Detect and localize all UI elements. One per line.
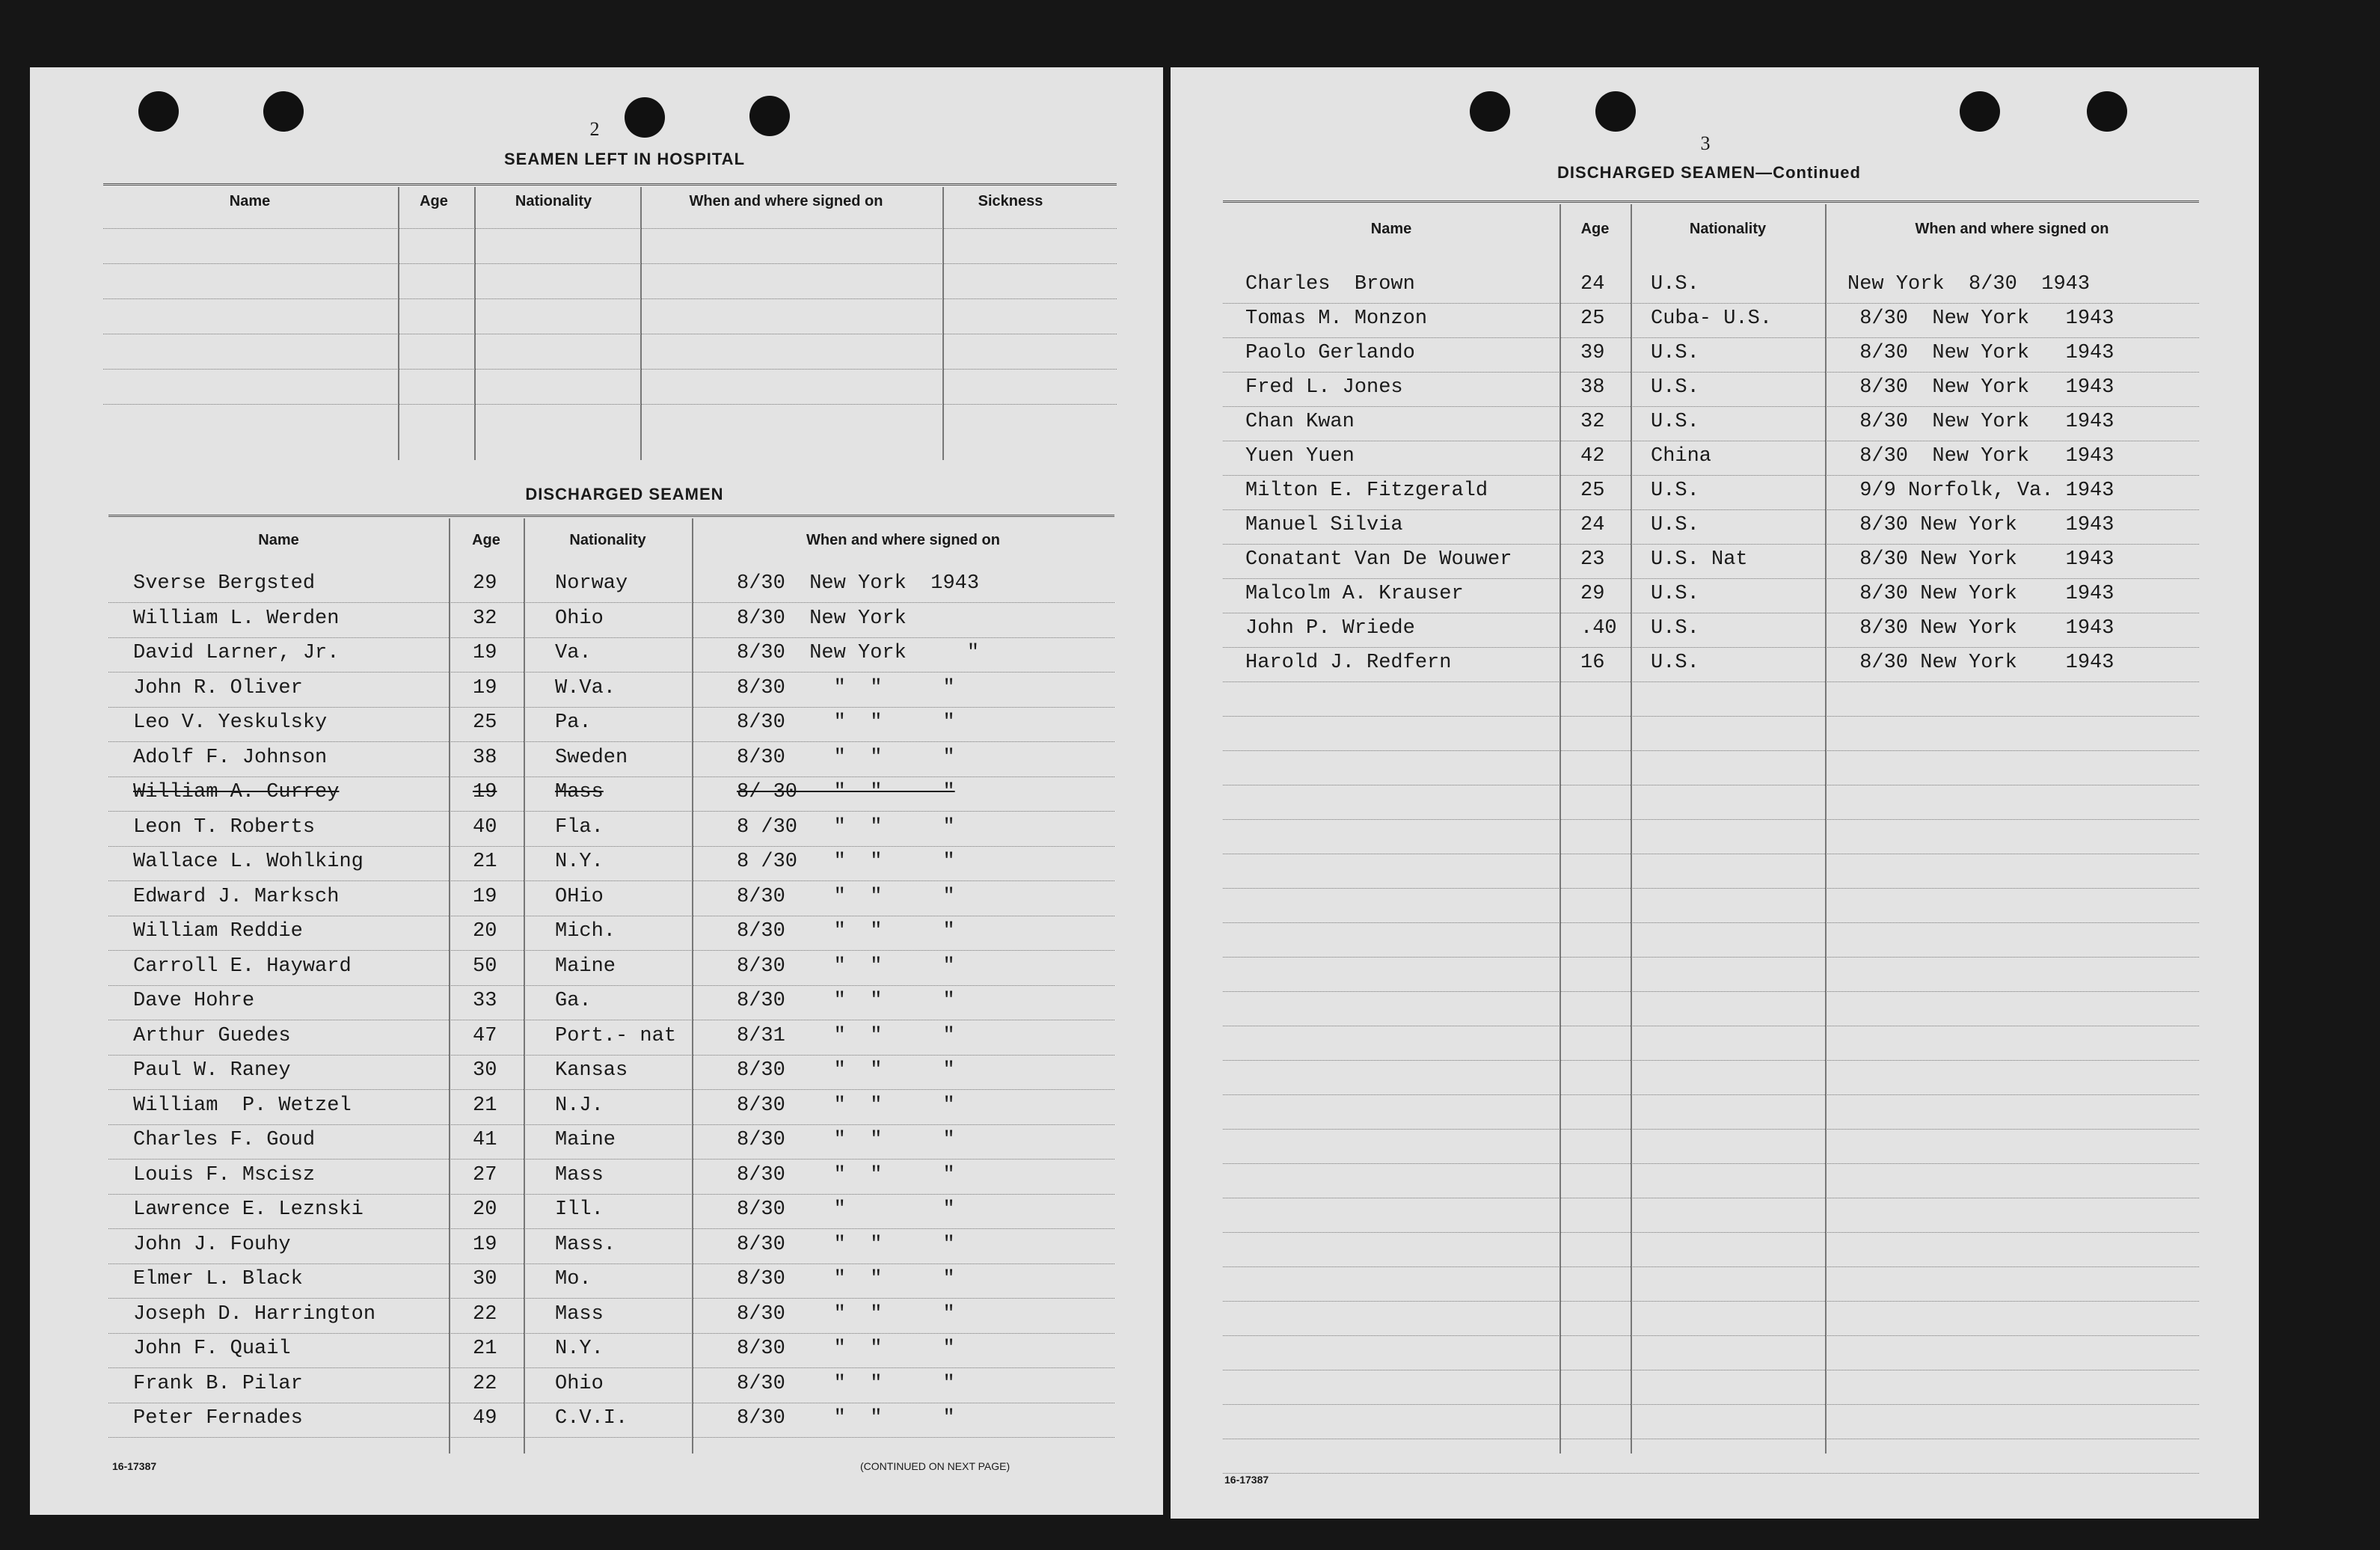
seaman-name: John F. Quail — [133, 1338, 291, 1360]
seaman-age: 25 — [1580, 480, 1605, 502]
seaman-signed-on: 8/30 " " " — [737, 676, 955, 699]
seaman-age: 30 — [473, 1268, 497, 1290]
seaman-signed-on: 9/9 Norfolk, Va. 1943 — [1847, 480, 2114, 502]
hospital-col-header: When and where signed on — [689, 193, 883, 209]
seaman-signed-on: 8/30 " " " — [737, 990, 955, 1012]
seaman-age: 19 — [473, 781, 497, 803]
seaman-signed-on: 8/30 " " " — [737, 1268, 955, 1290]
seaman-age: 24 — [1580, 514, 1605, 536]
seaman-nationality: N.J. — [555, 1094, 604, 1117]
seaman-age: 47 — [473, 1024, 497, 1047]
seaman-age: 38 — [473, 746, 497, 769]
seaman-nationality: N.Y. — [555, 1338, 604, 1360]
seaman-name: Tomas M. Monzon — [1245, 307, 1428, 330]
seaman-name: John J. Fouhy — [133, 1233, 291, 1256]
seaman-age: 22 — [473, 1372, 497, 1395]
seaman-age: 29 — [1580, 583, 1605, 605]
seaman-signed-on: 8/30 " " " — [737, 1059, 955, 1082]
seaman-name: Lawrence E. Leznski — [133, 1198, 364, 1221]
seaman-age: 25 — [1580, 307, 1605, 330]
seaman-name: William A. Currey — [133, 781, 340, 803]
hospital-heading: SEAMEN LEFT IN HOSPITAL — [503, 150, 746, 168]
seaman-age: 41 — [473, 1129, 497, 1151]
seaman-signed-on: 8/30 New York 1943 — [1847, 411, 2114, 433]
seaman-age: 32 — [473, 607, 497, 630]
seaman-signed-on: 8/31 " " " — [737, 1024, 955, 1047]
seaman-nationality: U.S. Nat — [1651, 548, 1748, 571]
seaman-name: Charles Brown — [1245, 273, 1415, 295]
continued-col-header: Name — [1370, 221, 1412, 237]
punch-hole — [749, 96, 790, 136]
seaman-name: Louis F. Mscisz — [133, 1163, 316, 1186]
seaman-name: Leo V. Yeskulsky — [133, 711, 328, 734]
seaman-signed-on: 8/30 " " " — [737, 1407, 955, 1430]
seaman-nationality: N.Y. — [555, 851, 604, 873]
left-page — [30, 67, 1163, 1515]
punch-hole — [1595, 91, 1636, 132]
seaman-name: John R. Oliver — [133, 676, 303, 699]
seaman-nationality: Mich. — [555, 920, 616, 943]
seaman-nationality: Cuba- U.S. — [1651, 307, 1773, 330]
seaman-signed-on: 8 /30 " " " — [737, 851, 955, 873]
seaman-name: William Reddie — [133, 920, 303, 943]
seaman-age: 19 — [473, 642, 497, 664]
discharged-col-header: Name — [258, 532, 299, 548]
seaman-nationality: Ohio — [555, 607, 604, 630]
seaman-name: William P. Wetzel — [133, 1094, 352, 1117]
seaman-age: 49 — [473, 1407, 497, 1430]
seaman-nationality: U.S. — [1651, 480, 1699, 502]
hospital-col-header: Name — [229, 193, 271, 209]
seaman-signed-on: 8/30 New York 1943 — [1847, 548, 2114, 571]
discharged-col-header: Age — [472, 532, 500, 548]
seaman-nationality: Mass. — [555, 1233, 616, 1256]
seaman-nationality: U.S. — [1651, 514, 1699, 536]
seaman-name: Elmer L. Black — [133, 1268, 303, 1290]
seaman-age: 20 — [473, 1198, 497, 1221]
seaman-name: Paolo Gerlando — [1245, 342, 1415, 364]
seaman-nationality: Maine — [555, 955, 616, 978]
seaman-age: 21 — [473, 1094, 497, 1117]
seaman-signed-on: 8/30 " " " — [737, 1233, 955, 1256]
seaman-signed-on: 8 /30 " " " — [737, 815, 955, 839]
seaman-nationality: Va. — [555, 642, 592, 664]
discharged-heading: DISCHARGED SEAMEN — [525, 485, 724, 503]
seaman-name: Milton E. Fitzgerald — [1245, 480, 1488, 502]
continued-col-header: Age — [1580, 221, 1610, 237]
seaman-nationality: China — [1651, 445, 1712, 468]
seaman-signed-on: 8/30 " " — [737, 1198, 955, 1221]
seaman-nationality: Fla. — [555, 815, 604, 839]
seaman-name: Paul W. Raney — [133, 1059, 291, 1082]
seaman-nationality: Mass — [555, 1163, 604, 1186]
hospital-col-header: Nationality — [515, 193, 592, 209]
seaman-age: 30 — [473, 1059, 497, 1082]
seaman-nationality: Ohio — [555, 1372, 604, 1395]
seaman-age: 19 — [473, 885, 497, 908]
seaman-signed-on: 8/30 New York 1943 — [737, 572, 980, 595]
seaman-name: Chan Kwan — [1245, 411, 1355, 433]
seaman-signed-on: 8/30 New York — [737, 607, 907, 630]
seaman-nationality: U.S. — [1651, 342, 1699, 364]
punch-hole — [2087, 91, 2127, 132]
seaman-nationality: U.S. — [1651, 583, 1699, 605]
seaman-age: 21 — [473, 851, 497, 873]
seaman-age: 23 — [1580, 548, 1605, 571]
punch-hole — [1960, 91, 2000, 132]
seaman-signed-on: 8/30 " " " — [737, 1302, 955, 1326]
seaman-nationality: OHio — [555, 885, 604, 908]
seaman-signed-on: 8/30 New York " — [737, 642, 980, 664]
seaman-nationality: U.S. — [1651, 376, 1699, 399]
seaman-signed-on: 8/30 New York 1943 — [1847, 652, 2114, 674]
seaman-age: 16 — [1580, 652, 1605, 674]
seaman-age: 25 — [473, 711, 497, 734]
seaman-signed-on: 8/30 New York 1943 — [1847, 617, 2114, 640]
seaman-nationality: U.S. — [1651, 617, 1699, 640]
seaman-nationality: Ga. — [555, 990, 592, 1012]
seaman-signed-on: 8/30 New York 1943 — [1847, 514, 2114, 536]
seaman-age: .40 — [1580, 617, 1617, 640]
discharged-col-header: Nationality — [569, 532, 646, 548]
seaman-nationality: Maine — [555, 1129, 616, 1151]
page-number: 2 — [589, 118, 600, 140]
seaman-name: Conatant Van De Wouwer — [1245, 548, 1512, 571]
seaman-signed-on: New York 8/30 1943 — [1847, 273, 2091, 295]
seaman-nationality: Port.- nat — [555, 1024, 677, 1047]
seaman-name: Manuel Silvia — [1245, 514, 1403, 536]
seaman-name: Joseph D. Harrington — [133, 1302, 376, 1326]
seaman-name: William L. Werden — [133, 607, 340, 630]
punch-hole — [138, 91, 179, 132]
seaman-name: Leon T. Roberts — [133, 815, 316, 839]
seaman-nationality: W.Va. — [555, 676, 616, 699]
seaman-age: 42 — [1580, 445, 1605, 468]
seaman-signed-on: 8/30 New York 1943 — [1847, 445, 2114, 468]
seaman-signed-on: 8/30 " " " — [737, 1372, 955, 1395]
punch-hole — [263, 91, 304, 132]
seaman-name: Peter Fernades — [133, 1407, 303, 1430]
seaman-signed-on: 8/30 " " " — [737, 920, 955, 943]
seaman-age: 22 — [473, 1302, 497, 1326]
seaman-name: Sverse Bergsted — [133, 572, 316, 595]
page-number: 3 — [1700, 132, 1711, 154]
seaman-signed-on: 8/30 New York 1943 — [1847, 583, 2114, 605]
seaman-nationality: Pa. — [555, 711, 592, 734]
continued-col-header: When and where signed on — [1915, 221, 2109, 237]
seaman-nationality: Sweden — [555, 746, 628, 769]
seaman-age: 24 — [1580, 273, 1605, 295]
seaman-age: 27 — [473, 1163, 497, 1186]
seaman-nationality: Mass — [555, 781, 604, 803]
form-number: 16-17387 — [1224, 1474, 1269, 1486]
seaman-name: John P. Wriede — [1245, 617, 1415, 640]
seaman-name: Wallace L. Wohlking — [133, 851, 364, 873]
form-number: 16-17387 — [112, 1460, 157, 1472]
seaman-age: 29 — [473, 572, 497, 595]
seaman-signed-on: 8/30 " " " — [737, 746, 955, 769]
seaman-age: 39 — [1580, 342, 1605, 364]
continued-note: (CONTINUED ON NEXT PAGE) — [860, 1460, 1010, 1472]
seaman-nationality: U.S. — [1651, 411, 1699, 433]
seaman-nationality: U.S. — [1651, 652, 1699, 674]
seaman-nationality: Ill. — [555, 1198, 604, 1221]
seaman-age: 19 — [473, 676, 497, 699]
seaman-name: Fred L. Jones — [1245, 376, 1403, 399]
seaman-name: Harold J. Redfern — [1245, 652, 1452, 674]
seaman-name: Charles F. Goud — [133, 1129, 316, 1151]
seaman-age: 19 — [473, 1233, 497, 1256]
seaman-signed-on: 8/30 " " " — [737, 1129, 955, 1151]
seaman-signed-on: 8/30 " " " — [737, 711, 955, 734]
seaman-nationality: Kansas — [555, 1059, 628, 1082]
seaman-signed-on: 8/30 " " " — [737, 1338, 955, 1360]
seaman-name: Dave Hohre — [133, 990, 255, 1012]
seaman-nationality: Norway — [555, 572, 628, 595]
seaman-age: 50 — [473, 955, 497, 978]
seaman-signed-on: 8/ 30 " " " — [737, 781, 955, 803]
seaman-nationality: Mo. — [555, 1268, 592, 1290]
seaman-name: Carroll E. Hayward — [133, 955, 352, 978]
seaman-age: 21 — [473, 1338, 497, 1360]
seaman-age: 33 — [473, 990, 497, 1012]
seaman-age: 38 — [1580, 376, 1605, 399]
seaman-name: Frank B. Pilar — [133, 1372, 303, 1395]
seaman-name: Yuen Yuen — [1245, 445, 1355, 468]
continued-col-header: Nationality — [1689, 221, 1767, 237]
seaman-name: David Larner, Jr. — [133, 642, 340, 664]
hospital-col-header: Age — [420, 193, 448, 209]
seaman-name: Adolf F. Johnson — [133, 746, 328, 769]
seaman-signed-on: 8/30 " " " — [737, 955, 955, 978]
seaman-signed-on: 8/30 " " " — [737, 1163, 955, 1186]
hospital-col-header: Sickness — [978, 193, 1043, 209]
seaman-age: 32 — [1580, 411, 1605, 433]
seaman-name: Arthur Guedes — [133, 1024, 291, 1047]
continued-heading: DISCHARGED SEAMEN—Continued — [1557, 163, 1861, 182]
right-page — [1171, 67, 2259, 1519]
seaman-signed-on: 8/30 " " " — [737, 1094, 955, 1117]
seaman-signed-on: 8/30 " " " — [737, 885, 955, 908]
seaman-nationality: Mass — [555, 1302, 604, 1326]
discharged-col-header: When and where signed on — [806, 532, 1000, 548]
seaman-age: 40 — [473, 815, 497, 839]
seaman-signed-on: 8/30 New York 1943 — [1847, 342, 2114, 364]
seaman-age: 20 — [473, 920, 497, 943]
seaman-signed-on: 8/30 New York 1943 — [1847, 376, 2114, 399]
seaman-signed-on: 8/30 New York 1943 — [1847, 307, 2114, 330]
seaman-name: Edward J. Marksch — [133, 885, 340, 908]
seaman-name: Malcolm A. Krauser — [1245, 583, 1464, 605]
seaman-nationality: U.S. — [1651, 273, 1699, 295]
punch-hole — [1470, 91, 1510, 132]
seaman-nationality: C.V.I. — [555, 1407, 628, 1430]
